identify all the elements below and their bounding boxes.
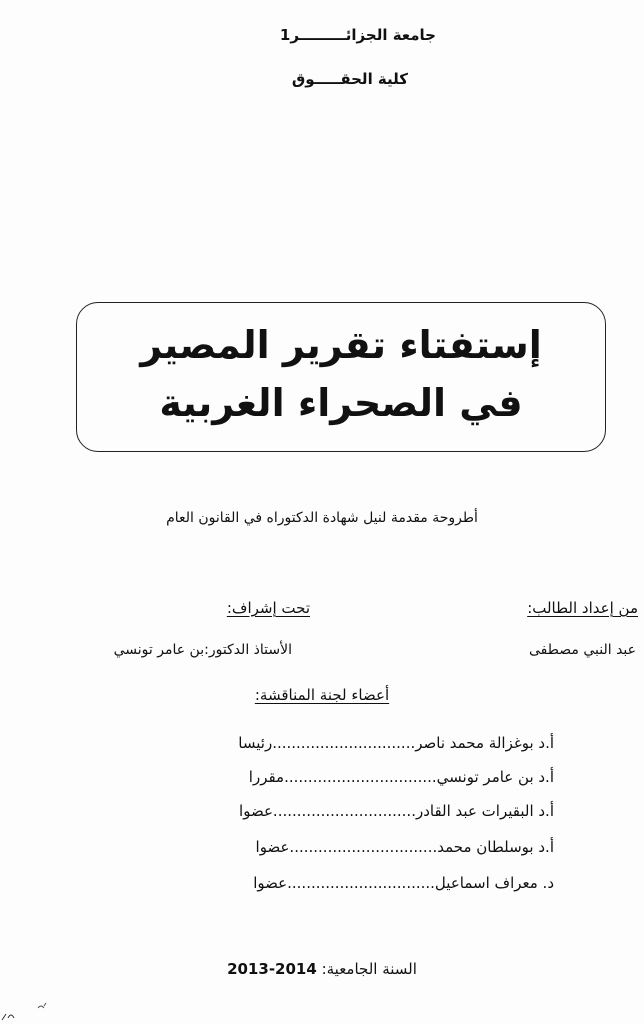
academic-year [0,960,644,978]
academic-year-value: 2014-2013 [227,960,317,978]
university-name: جامعة الجزائـــــــــر1 [279,26,436,44]
faculty-name: كلية الحقـــــوق [291,70,408,88]
committee-member: أ.د بوغزالة محمد ناصر..............................رئيسا [238,734,554,752]
thesis-title-box [76,302,606,452]
student-label: من إعداد الطالب: [527,599,638,617]
thesis-title-line-1: إستفتاء تقرير المصير [140,323,542,367]
scan-artifact-mark [0,1000,50,1024]
committee-member: أ.د بن عامر تونسي................................مقررا [248,768,554,786]
committee-member: أ.د بوسلطان محمد...............................عضوا [255,838,554,856]
committee-member: د. معراف اسماعيل...............................عضوا [253,874,554,892]
thesis-description: أطروحة مقدمة لنيل شهادة الدكتوراه في القانون العام [166,510,478,526]
student-name: عبد النبي مصطفى [529,642,636,658]
committee-member: أ.د البقيرات عبد القادر..............................عضوا [239,802,554,820]
supervisor-label: تحت إشراف: [226,599,310,617]
academic-year-label: السنة الجامعية: [321,960,417,978]
committee-title: أعضاء لجنة المناقشة: [254,686,390,704]
supervisor-name: الأستاذ الدكتور:بن عامر تونسي [113,642,292,658]
thesis-title-line-2: في الصحراء الغربية [159,381,523,425]
